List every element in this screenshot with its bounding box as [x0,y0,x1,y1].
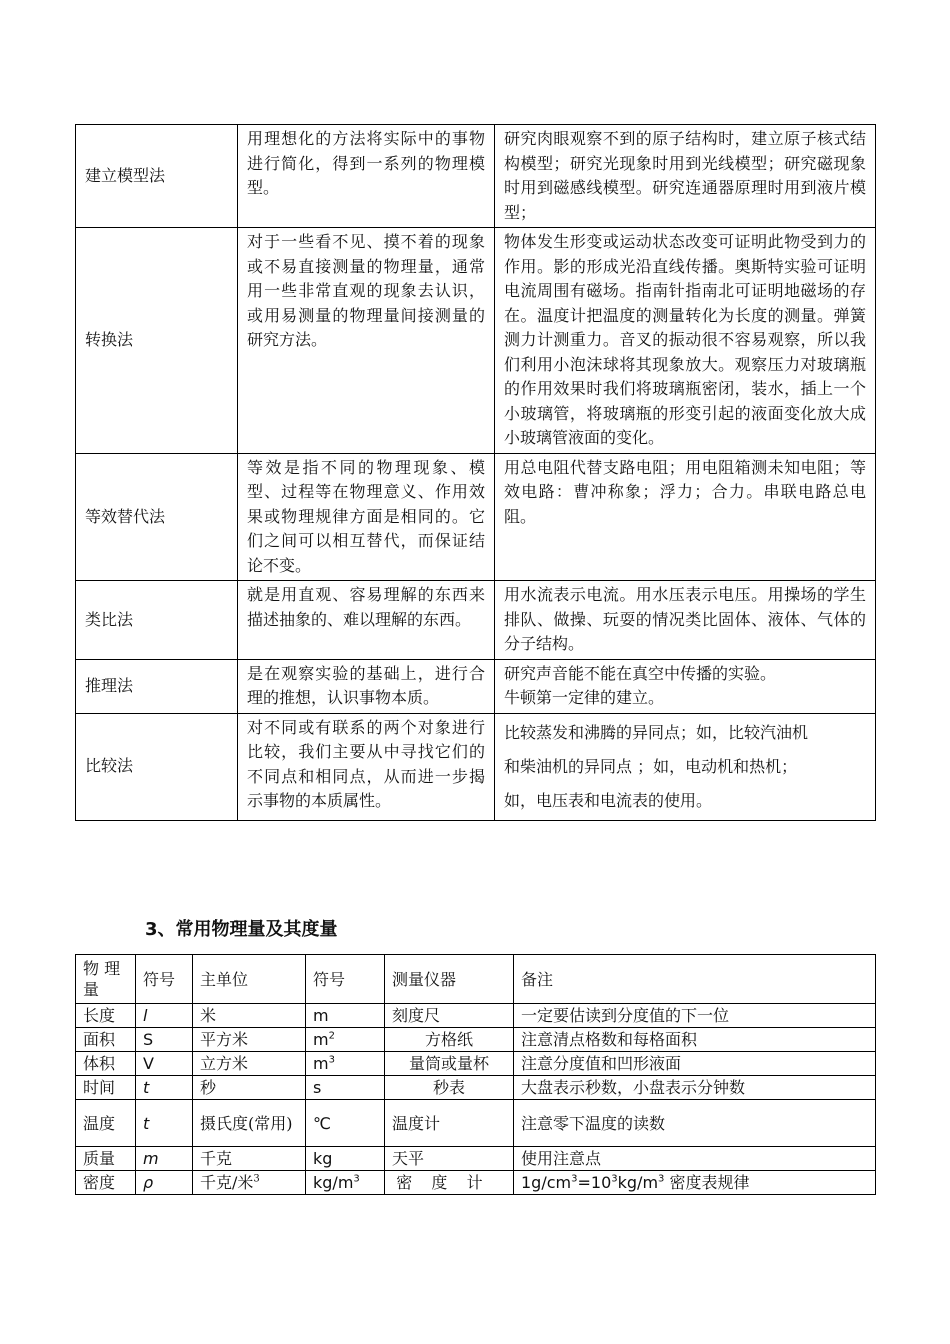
research-methods-table [75,124,876,821]
table-row [76,713,876,820]
note: 使用注意点 [514,1147,876,1171]
quantity-name: 时间 [76,1076,136,1100]
method-description: 用理想化的方法将实际中的事物进行简化，得到一系列的物理模型。 [238,125,495,228]
note: 注意清点格数和每格面积 [514,1028,876,1052]
table-row [76,1100,876,1147]
header-unit-symbol: 符号 [306,955,385,1004]
quantity-name: 质量 [76,1147,136,1171]
method-description: 就是用直观、容易理解的东西来描述抽象的、难以理解的东西。 [238,581,495,660]
instrument: 密度计 [385,1171,514,1195]
method-example: 用总电阻代替支路电阻；用电阻箱测未知电阻；等效电路：曹冲称象；浮力；合力。串联电路总电阻。 [495,453,876,581]
header-symbol: 符号 [136,955,193,1004]
method-example [495,713,876,820]
instrument: 秒表 [385,1076,514,1100]
instrument: 温度计 [385,1100,514,1147]
quantity-name: 体积 [76,1052,136,1076]
header-note: 备注 [514,955,876,1004]
unit-name: 千克 [193,1147,306,1171]
table-row [76,1052,876,1076]
unit-symbol: $m^2$ [306,1028,385,1052]
note: $1g/cm^3=10^3kg/m^3$ 密度表规律 [514,1171,876,1195]
example-line: 牛顿第一定律的建立。 [504,688,665,707]
method-description: 对不同或有联系的两个对象进行比较，我们主要从中寻找它们的不同点和相同点，从而进一步揭示事物的本质属性。 [238,713,495,820]
example-line: 研究声音能不能在真空中传播的实验。 [504,663,777,683]
quantity-symbol: l [136,1004,193,1028]
note: 注意分度值和凹形液面 [514,1052,876,1076]
unit-symbol: kg [306,1147,385,1171]
section-title: 3、常用物理量及其度量 [145,919,338,940]
unit-name: 秒 [193,1076,306,1100]
method-description: 等效是指不同的物理现象、模型、过程等在物理意义、作用效果或物理规律方面是相同的。它们之间可以相互替代，而保证结论不变。 [238,453,495,581]
header-unit: 主单位 [193,955,306,1004]
quantity-symbol: S [136,1028,193,1052]
unit-symbol: $m^3$ [306,1052,385,1076]
unit-name: 摄氏度(常用) [193,1100,306,1147]
method-name: 类比法 [76,581,238,660]
example-line: 比较蒸发和沸腾的异同点；如，比较汽油机 [504,722,809,742]
instrument: 量筒或量杯 [385,1052,514,1076]
instrument: 方格纸 [385,1028,514,1052]
note: 注意零下温度的读数 [514,1100,876,1147]
note: 大盘表示秒数，小盘表示分钟数 [514,1076,876,1100]
method-name: 比较法 [76,713,238,820]
table-row [76,1028,876,1052]
example-line: 和柴油机的异同点 ；如，电动机和热机； [504,756,798,776]
table-header-row [76,955,876,1004]
method-example: 用水流表示电流。用水压表示电压。用操场的学生排队、做操、玩耍的情况类比固体、液体、气体的分子结构。 [495,581,876,660]
table-row [76,581,876,660]
physical-quantities-table [75,954,876,1195]
method-example: 研究肉眼观察不到的原子结构时，建立原子核式结构模型；研究光现象时用到光线模型；研究磁现象时用到磁感线模型。研究连通器原理时用到液片模型； [495,125,876,228]
table-row [76,1147,876,1171]
table-row [76,125,876,228]
unit-name: 米 [193,1004,306,1028]
quantity-name: 温度 [76,1100,136,1147]
method-name: 建立模型法 [76,125,238,228]
quantity-symbol: t [136,1076,193,1100]
table-row [76,228,876,454]
method-example [495,659,876,713]
table-row [76,1171,876,1195]
quantity-symbol: t [136,1100,193,1147]
unit-symbol: $kg/m^3$ [306,1171,385,1195]
unit-symbol: ℃ [306,1100,385,1147]
quantity-name: 密度 [76,1171,136,1195]
instrument: 刻度尺 [385,1004,514,1028]
unit-name: 立方米 [193,1052,306,1076]
table-row [76,659,876,713]
quantity-symbol: ρ [136,1171,193,1195]
header-instrument: 测量仪器 [385,955,514,1004]
method-name: 推理法 [76,659,238,713]
header-quantity: 物 理 量 [76,955,136,1004]
unit-name: 平方米 [193,1028,306,1052]
note: 一定要估读到分度值的下一位 [514,1004,876,1028]
example-line: 如，电压表和电流表的使用。 [504,790,713,810]
method-example: 物体发生形变或运动状态改变可证明此物受到力的作用。影的形成光沿直线传播。奥斯特实验可证明电流周围有磁场。指南针指南北可证明地磁场的存在。温度计把温度的测量转化为长度的测量。弹簧测力计测重力。音叉的振动很不容易观察，所以我们利用小泡沫球将其现象放大。观察压力对玻璃瓶的作用效果时我们将玻璃瓶密闭，装水，插上一个小玻璃管，将玻璃瓶的形变引起的液面变化放大成小玻璃管液面的变化。 [495,228,876,454]
quantity-name: 长度 [76,1004,136,1028]
unit-name: 千克/米$^3$ [193,1171,306,1195]
method-description: 是在观察实验的基础上，进行合理的推想，认识事物本质。 [238,659,495,713]
table-row [76,453,876,581]
instrument: 天平 [385,1147,514,1171]
method-description: 对于一些看不见、摸不着的现象或不易直接测量的物理量，通常用一些非常直观的现象去认识，或用易测量的物理量间接测量的研究方法。 [238,228,495,454]
quantity-symbol: m [136,1147,193,1171]
method-name: 等效替代法 [76,453,238,581]
method-name: 转换法 [76,228,238,454]
table-row [76,1004,876,1028]
unit-symbol: m [306,1004,385,1028]
unit-symbol: s [306,1076,385,1100]
quantity-name: 面积 [76,1028,136,1052]
table-row [76,1076,876,1100]
quantity-symbol: V [136,1052,193,1076]
